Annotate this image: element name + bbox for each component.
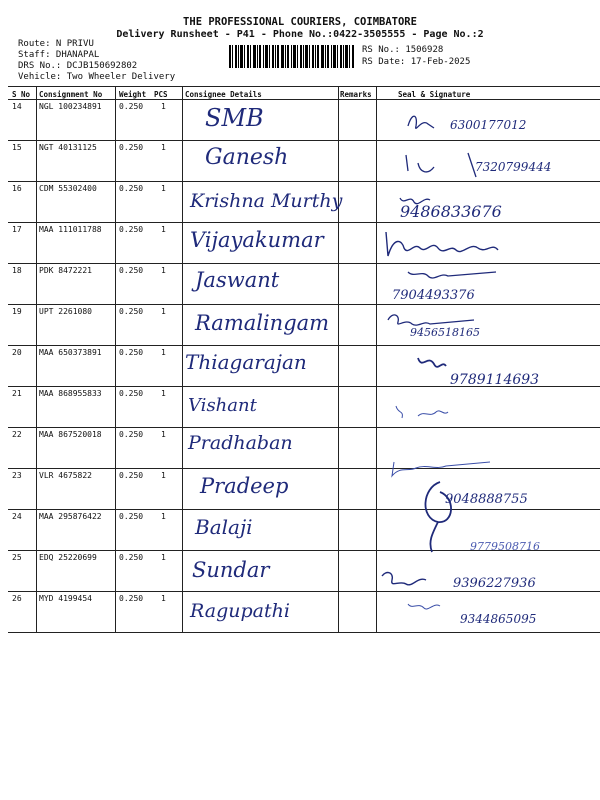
row-sno: 20 (12, 348, 22, 357)
row-weight: 0.250 (119, 512, 144, 521)
row-sno: 23 (12, 471, 22, 480)
row-consignment: VLR 4675822 (39, 471, 92, 480)
row-consignment: MAA 868955833 (39, 389, 102, 398)
runsheet-subtitle: Delivery Runsheet - P41 - Phone No.:0422-3505555 - Page No.:2 (116, 29, 484, 40)
row-weight: 0.250 (119, 594, 144, 603)
row-pcs: 1 (161, 512, 166, 521)
row-consignment: CDM 55302400 (39, 184, 97, 193)
phone-handwriting: 9344865095 (460, 612, 537, 626)
row-consignment: NGL 100234891 (39, 102, 102, 111)
row-pcs: 1 (161, 348, 166, 357)
consignee-handwriting: SMB (205, 104, 264, 132)
consignee-handwriting: Sundar (192, 558, 270, 582)
row-sno: 17 (12, 225, 22, 234)
consignee-handwriting: Ragupathi (190, 600, 290, 622)
row-pcs: 1 (161, 553, 166, 562)
consignee-handwriting: Pradeep (200, 474, 289, 498)
row-weight: 0.250 (119, 102, 144, 111)
row-sno: 24 (12, 512, 22, 521)
row-consignment: UPT 2261080 (39, 307, 92, 316)
phone-handwriting: 9048888755 (445, 492, 528, 507)
row-weight: 0.250 (119, 225, 144, 234)
row-divider (8, 509, 600, 510)
row-pcs: 1 (161, 430, 166, 439)
consignee-handwriting: Krishna Murthy (190, 190, 343, 212)
row-pcs: 1 (161, 307, 166, 316)
row-divider (8, 345, 600, 346)
row-weight: 0.250 (119, 348, 144, 357)
consignee-handwriting: Ramalingam (195, 311, 330, 335)
phone-handwriting: 9486833676 (400, 202, 502, 221)
row-sno: 19 (12, 307, 22, 316)
row-pcs: 1 (161, 143, 166, 152)
rs-date: RS Date: 17-Feb-2025 (362, 57, 471, 67)
row-sno: 26 (12, 594, 22, 603)
col-header-consignee: Consignee Details (185, 90, 262, 99)
vehicle-label: Vehicle: Two Wheeler Delivery (18, 72, 176, 82)
phone-handwriting: 7320799444 (475, 160, 552, 174)
row-consignment: PDK 8472221 (39, 266, 92, 275)
row-weight: 0.250 (119, 389, 144, 398)
row-pcs: 1 (161, 266, 166, 275)
row-sno: 14 (12, 102, 22, 111)
row-consignment: MAA 111011788 (39, 225, 102, 234)
row-divider (8, 304, 600, 305)
row-consignment: MAA 867520018 (39, 430, 102, 439)
phone-handwriting: 9779508716 (470, 540, 540, 553)
row-weight: 0.250 (119, 307, 144, 316)
signature-scribble (378, 226, 538, 264)
row-pcs: 1 (161, 594, 166, 603)
col-header-weight: Weight (119, 90, 147, 99)
consignee-handwriting: Vishant (188, 395, 257, 416)
col-header-sno: S No (12, 90, 31, 99)
row-consignment: NGT 40131125 (39, 143, 97, 152)
staff-label: Staff: DHANAPAL (18, 50, 100, 60)
row-sno: 22 (12, 430, 22, 439)
row-pcs: 1 (161, 389, 166, 398)
consignee-handwriting: Jaswant (195, 268, 280, 292)
header-bottom-border (8, 99, 600, 100)
row-pcs: 1 (161, 225, 166, 234)
consignee-handwriting: Vijayakumar (190, 228, 324, 252)
row-pcs: 1 (161, 471, 166, 480)
col-header-signature: Seal & Signature (398, 90, 471, 99)
row-consignment: MAA 295876422 (39, 512, 102, 521)
row-sno: 21 (12, 389, 22, 398)
consignee-handwriting: Thiagarajan (185, 350, 307, 374)
row-pcs: 1 (161, 102, 166, 111)
row-sno: 18 (12, 266, 22, 275)
signature-scribble (378, 396, 538, 434)
col-header-remarks: Remarks (340, 90, 372, 99)
consignee-handwriting: Pradhaban (188, 432, 293, 454)
row-sno: 15 (12, 143, 22, 152)
row-consignment: MYD 4199454 (39, 594, 92, 603)
row-weight: 0.250 (119, 430, 144, 439)
phone-handwriting: 7904493376 (392, 288, 475, 303)
table-top-border (8, 86, 600, 87)
consignee-handwriting: Ganesh (205, 145, 289, 170)
row-sno: 25 (12, 553, 22, 562)
col-header-pcs: PCS (154, 90, 168, 99)
row-pcs: 1 (161, 184, 166, 193)
drs-label: DRS No.: DCJB150692802 (18, 61, 138, 71)
signature-scribble (410, 478, 470, 558)
consignee-handwriting: Balaji (195, 515, 253, 539)
company-title: THE PROFESSIONAL COURIERS, COIMBATORE (183, 16, 417, 28)
row-weight: 0.250 (119, 471, 144, 480)
rs-number: RS No.: 1506928 (362, 45, 444, 55)
phone-handwriting: 9396227936 (453, 576, 536, 591)
row-sno: 16 (12, 184, 22, 193)
col-header-consignment: Consignment No (39, 90, 103, 99)
row-consignment: MAA 650373891 (39, 348, 102, 357)
row-weight: 0.250 (119, 553, 144, 562)
phone-handwriting: 6300177012 (450, 118, 527, 132)
phone-handwriting: 9789114693 (450, 372, 540, 388)
barcode (229, 45, 355, 68)
row-consignment: EDQ 25220699 (39, 553, 97, 562)
phone-handwriting: 9456518165 (410, 326, 480, 339)
route-label: Route: N PRIVU (18, 39, 94, 49)
row-weight: 0.250 (119, 266, 144, 275)
row-weight: 0.250 (119, 143, 144, 152)
row-weight: 0.250 (119, 184, 144, 193)
